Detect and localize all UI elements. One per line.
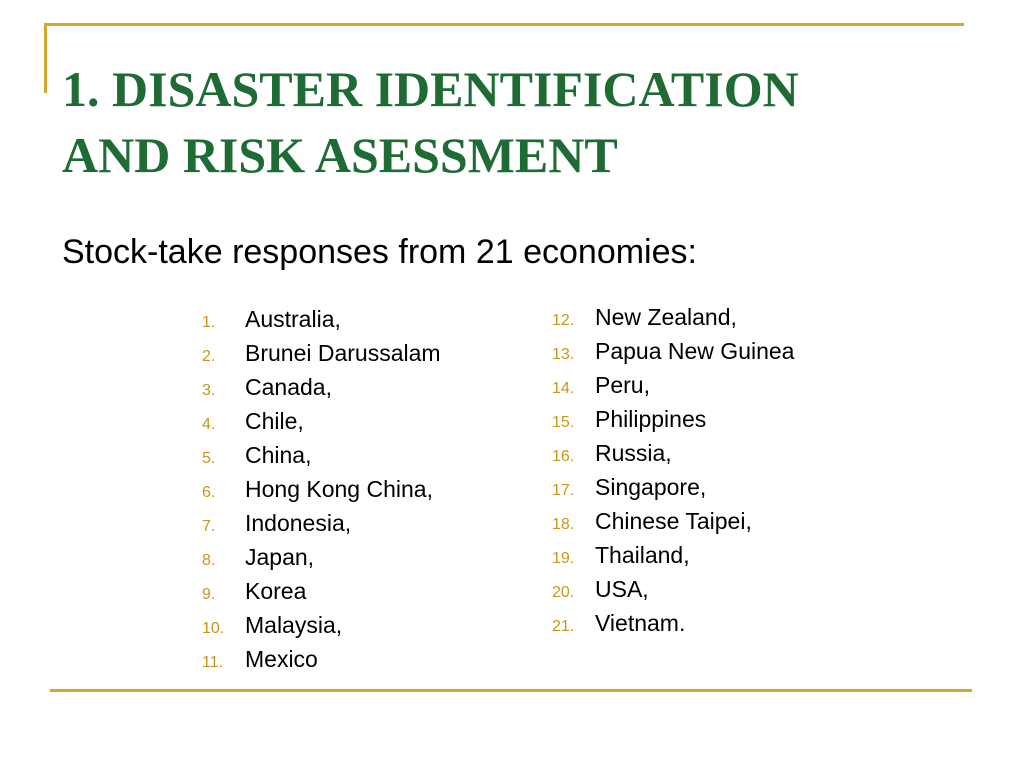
- economy-name: Canada,: [245, 374, 332, 400]
- economy-list-item: [552, 538, 794, 572]
- economy-name: Singapore,: [595, 474, 707, 500]
- list-item-number: 1.: [202, 314, 216, 331]
- list-item-number: 9.: [202, 586, 216, 603]
- slide-title: [62, 56, 1002, 188]
- left-accent-line: [44, 23, 47, 93]
- list-item-number: 4.: [202, 416, 216, 433]
- list-item-number: 21.: [552, 618, 575, 635]
- list-item-number: 3.: [202, 382, 216, 399]
- economies-list-left: [202, 302, 441, 676]
- economy-name: Vietnam.: [595, 610, 686, 636]
- list-item-number: 11.: [202, 654, 224, 671]
- economy-name: Hong Kong China,: [245, 476, 433, 502]
- list-item-number: 13.: [552, 346, 575, 363]
- economy-name: Russia,: [595, 440, 672, 466]
- economy-list-item: [552, 504, 794, 538]
- economy-list-item: [202, 574, 441, 608]
- economy-list-item: [552, 606, 794, 640]
- list-item-number: 19.: [552, 550, 575, 567]
- list-item-number: 15.: [552, 414, 575, 431]
- list-item-number: 10.: [202, 620, 225, 637]
- top-accent-line: [44, 23, 964, 26]
- list-item-number: 12.: [552, 312, 575, 329]
- list-item-number: 16.: [552, 448, 575, 465]
- economy-name: Papua New Guinea: [595, 338, 795, 364]
- economy-list-item: [202, 370, 441, 404]
- economy-name: Thailand,: [595, 542, 690, 568]
- economy-name: Japan,: [245, 544, 315, 570]
- economy-name: Malaysia,: [245, 612, 343, 638]
- slide-title-line-2: AND RISK ASESSMENT: [62, 127, 618, 183]
- list-item-number: 7.: [202, 518, 216, 535]
- economy-list-item: [552, 436, 794, 470]
- list-item-number: 8.: [202, 552, 216, 569]
- economy-list-item: [202, 506, 441, 540]
- list-item-number: 2.: [202, 348, 216, 365]
- list-item-number: 20.: [552, 584, 575, 601]
- bottom-accent-line: [50, 689, 972, 692]
- economy-list-item: [202, 336, 441, 370]
- economy-list-item: [552, 470, 794, 504]
- economy-list-item: [552, 572, 794, 606]
- economy-name: Indonesia,: [245, 510, 352, 536]
- list-item-number: 5.: [202, 450, 216, 467]
- economy-name: Mexico: [245, 646, 318, 672]
- economy-list-item: [202, 472, 441, 506]
- economy-list-item: [202, 642, 441, 676]
- economy-list-item: [552, 334, 794, 368]
- slide-subtitle: Stock-take responses from 21 economies:: [62, 233, 697, 271]
- list-item-number: 17.: [552, 482, 575, 499]
- slide-title-line-1: 1. DISASTER IDENTIFICATION: [62, 61, 799, 117]
- economy-list-item: [552, 300, 794, 334]
- economy-name: Chile,: [245, 408, 304, 434]
- economies-list-right: [552, 300, 794, 640]
- economy-list-item: [552, 368, 794, 402]
- economy-name: Korea: [245, 578, 307, 604]
- economy-name: USA,: [595, 576, 649, 602]
- economy-list-item: [552, 402, 794, 436]
- economy-list-item: [202, 302, 441, 336]
- economy-name: China,: [245, 442, 312, 468]
- economy-name: Brunei Darussalam: [245, 340, 441, 366]
- economy-name: Australia,: [245, 306, 341, 332]
- economy-name: Peru,: [595, 372, 650, 398]
- economy-name: Philippines: [595, 406, 707, 432]
- list-item-number: 6.: [202, 484, 216, 501]
- economy-list-item: [202, 608, 441, 642]
- list-item-number: 18.: [552, 516, 575, 533]
- economy-list-item: [202, 404, 441, 438]
- economy-name: Chinese Taipei,: [595, 508, 752, 534]
- economy-list-item: [202, 438, 441, 472]
- list-item-number: 14.: [552, 380, 575, 397]
- economy-list-item: [202, 540, 441, 574]
- economy-name: New Zealand,: [595, 304, 737, 330]
